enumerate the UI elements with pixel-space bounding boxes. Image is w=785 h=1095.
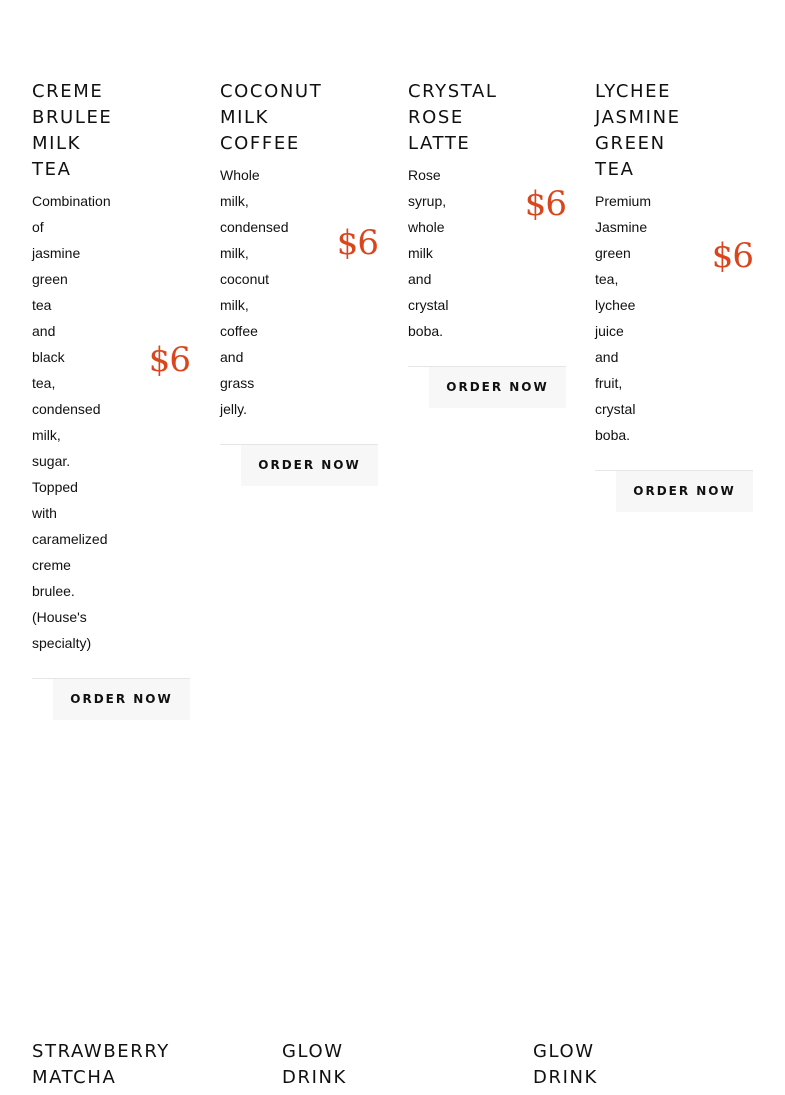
menu-item-title: CREME BRULEE MILK TEA [32,81,113,180]
menu-item-title: CRYSTAL ROSE LATTE [408,81,498,154]
menu-item-body [220,162,378,422]
menu-item-price: $6 [148,340,190,380]
menu-item-title: LYCHEE JASMINE GREEN TEA [595,81,681,180]
menu-item-crystal-rose-latte [408,79,566,408]
menu-item-title-glow-drink: GLOW DRINK [282,1041,347,1088]
order-now-button[interactable]: ORDER NOW [53,679,190,720]
menu-item-creme-brulee-milk-tea [32,79,190,720]
order-now-button[interactable]: ORDER NOW [241,445,378,486]
menu-item-body [32,188,190,656]
menu-item-price: $6 [336,223,378,263]
menu-item-body [408,162,566,344]
menu-item-price: $6 [524,184,566,224]
menu-item-title-strawberry-matcha: STRAWBERRY MATCHA [32,1041,170,1088]
menu-item-coconut-milk-coffee [220,79,378,486]
menu-item-lychee-jasmine-green-tea [595,79,753,512]
order-now-button[interactable]: ORDER NOW [616,471,753,512]
order-now-button[interactable]: ORDER NOW [429,367,566,408]
menu-item-title: COCONUT MILK COFFEE [220,81,323,154]
menu-item-description: Whole milk, condensed milk, coconut milk, coffee and grass jelly. [220,167,289,417]
menu-item-body [595,188,753,448]
menu-item-title-glow-drink: GLOW DRINK [533,1041,598,1088]
menu-item-description: Combination of jasmine green tea and black tea, condensed milk, sugar. Topped with caramelized creme brulee. (House's specialty) [32,193,111,651]
menu-item-description: Rose syrup, whole milk and crystal boba. [408,167,449,339]
menu-item-description: Premium Jasmine green tea, lychee juice and fruit, crystal boba. [595,193,652,443]
menu-item-price: $6 [711,236,753,276]
